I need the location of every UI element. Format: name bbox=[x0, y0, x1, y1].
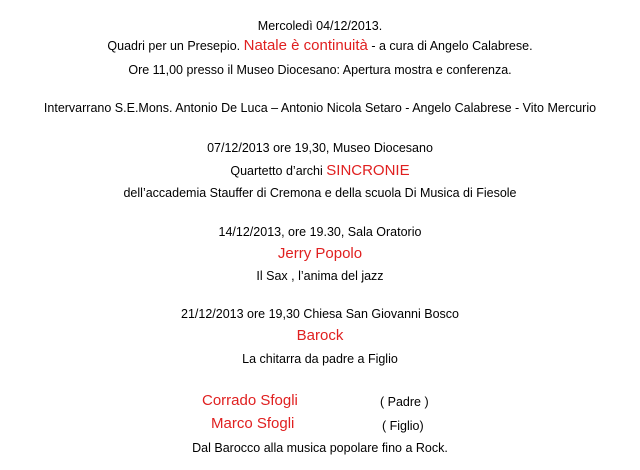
event4-closing: Dal Barocco alla musica popolare fino a Rock. bbox=[192, 441, 448, 455]
event1-title-highlight: Natale è continuità bbox=[243, 37, 368, 54]
event1-time-place: Ore 11,00 presso il Museo Diocesano: Apertura mostra e conferenza. bbox=[128, 63, 512, 77]
event2-pre: Quartetto d’archi bbox=[230, 164, 327, 178]
performer-name: Corrado Sfogli bbox=[202, 392, 298, 409]
event3-date-place: 14/12/2013, ore 19.30, Sala Oratorio bbox=[218, 225, 422, 239]
performer-role: ( Figlio) bbox=[382, 419, 424, 433]
performer-role: ( Padre ) bbox=[380, 395, 429, 409]
event4-desc: La chitarra da padre a Figlio bbox=[242, 352, 398, 366]
performer-name: Marco Sfogli bbox=[211, 415, 295, 432]
event1-date: Mercoledì 04/12/2013. bbox=[257, 19, 383, 33]
event2-date-place: 07/12/2013 ore 19,30, Museo Diocesano bbox=[207, 141, 433, 155]
event3-desc: Il Sax , l’anima del jazz bbox=[256, 269, 384, 283]
event1-speakers: Intervarrano S.E.Mons. Antonio De Luca – Antonio Nicola Setaro - Angelo Calabrese - Vito Mercurio bbox=[43, 101, 597, 115]
event4-date-place: 21/12/2013 ore 19,30 Chiesa San Giovanni Bosco bbox=[181, 307, 459, 321]
event2-title-line bbox=[0, 163, 640, 179]
event1-title-pre: Quadri per un Presepio. bbox=[107, 39, 244, 53]
event2-desc: dell’accademia Stauffer di Cremona e della scuola Di Musica di Fiesole bbox=[123, 186, 517, 200]
event2-highlight: SINCRONIE bbox=[326, 162, 410, 179]
event4-highlight: Barock bbox=[296, 327, 344, 344]
event1-title-line bbox=[0, 38, 640, 54]
event3-highlight: Jerry Popolo bbox=[277, 245, 363, 262]
event1-title-post: - a cura di Angelo Calabrese. bbox=[367, 39, 533, 53]
